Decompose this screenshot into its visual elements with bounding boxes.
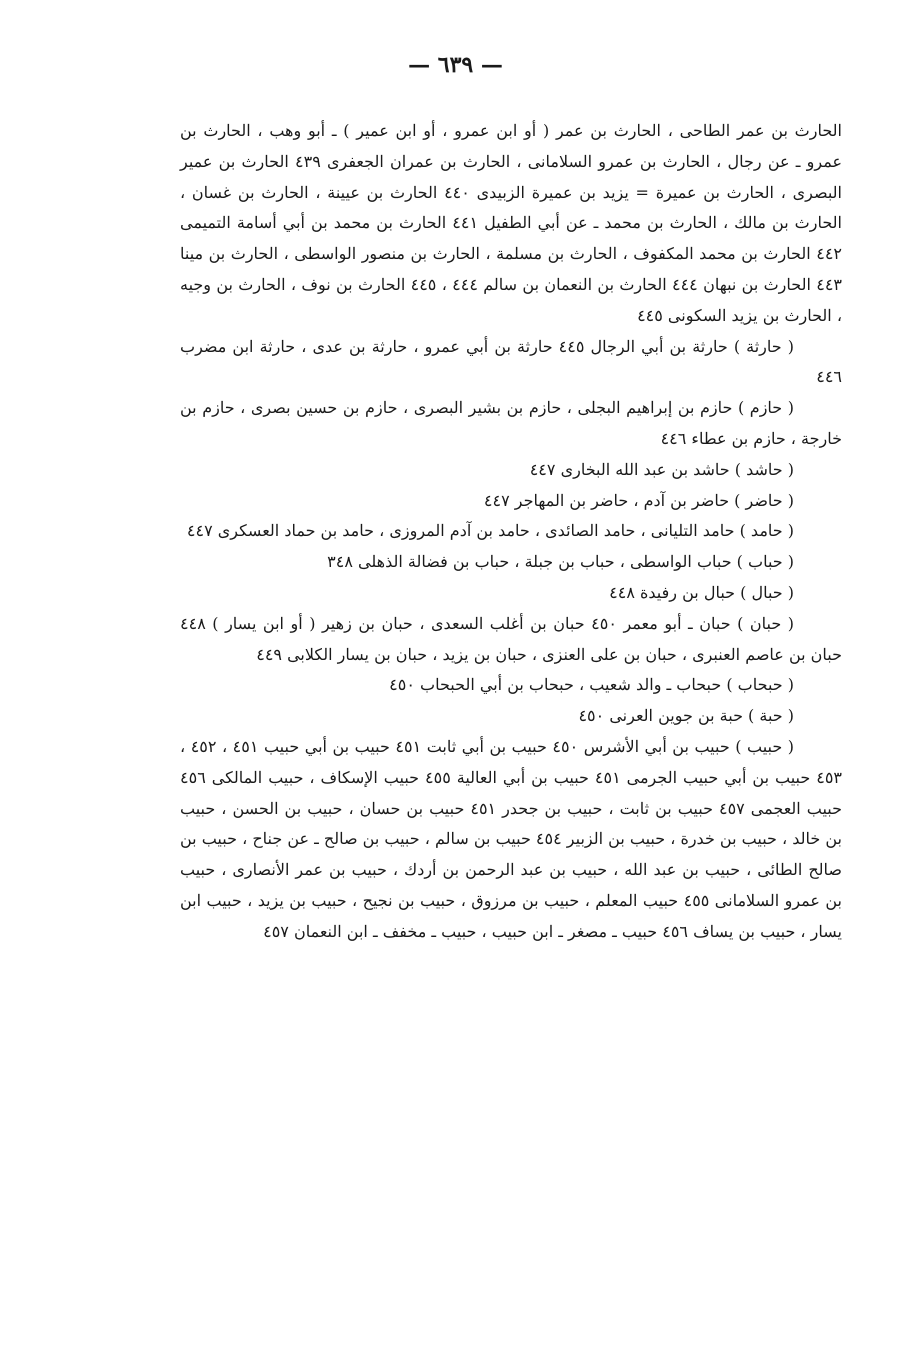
index-text-block xyxy=(180,116,842,948)
index-entry-habba: ( حبة ) حبة بن جوين العرنى ٤٥٠ xyxy=(578,706,794,726)
index-entry-harith: الحارث بن عمر الطاحى ، الحارث بن عمر ( أو ابن عمرو ، أو ابن عمير ) ـ أبو وهب ، الحارث بن عمرو ـ عن رجال ، الحارث بن عمرو السلامانى ، الحارث بن عمران الجعفرى ٤٣٩ الحارث بن عمير البصرى ، الحارث بن عميرة = يزيد بن عميرة الزبيدى ٤٤٠ الحارث بن عيينة ، الحارث بن غسان ، الحارث بن مالك ، الحارث بن محمد ـ عن أبي الطفيل ٤٤١ الحارث بن محمد بن أبي أسامة التميمى ٤٤٢ الحارث بن محمد المكفوف ، الحارث بن مسلمة ، الحارث بن منصور الواسطى ، الحارث بن مينا ٤٤٣ الحارث بن نبهان ٤٤٤ الحارث بن النعمان بن سالم ٤٤٤ ، ٤٤٥ الحارث بن نوف ، الحارث بن وجيه ، الحارث بن يزيد السكونى ٤٤٥ xyxy=(180,121,843,325)
index-entry-hadir: ( حاضر ) حاضر بن آدم ، حاضر بن المهاجر ٤٤٧ xyxy=(483,490,794,510)
index-entry-hibban: ( حبان ) حبان ـ أبو معمر ٤٥٠ حبان بن أغلب السعدى ، حبان بن زهير ( أو ابن يسار ) ٤٤٨ حبان بن عاصم العنبرى ، حبان بن على العنزى ، حبان بن يزيد ، حبان بن يسار الكلابى ٤٤٩ xyxy=(180,613,842,664)
index-entry-hibal: ( حبال ) حبال بن رفيدة ٤٤٨ xyxy=(609,582,794,602)
index-entry-hamid: ( حامد ) حامد التليانى ، حامد الصائدى ، حامد بن آدم المروزى ، حامد بن حماد العسكرى ٤٤٧ xyxy=(186,521,794,541)
index-entry-hashid: ( حاشد ) حاشد بن عبد الله البخارى ٤٤٧ xyxy=(529,459,794,479)
index-entry-haritha: ( حارثة ) حارثة بن أبي الرجال ٤٤٥ حارثة بن أبي عمرو ، حارثة بن عدى ، حارثة ابن مضرب ٤٤٦ xyxy=(180,336,842,387)
index-entry-hazim: ( حازم ) حازم بن إبراهيم البجلى ، حازم بن بشير البصرى ، حازم بن حسين بصرى ، حازم بن خارجة ، حازم بن عطاء ٤٤٦ xyxy=(180,398,842,448)
index-entry-habib: ( حبيب ) حبيب بن أبي الأشرس ٤٥٠ حبيب بن أبي ثابت ٤٥١ حبيب بن أبي حبيب ٤٥١ ، ٤٥٢ ، ٤٥٣ حبيب بن أبي حبيب الجرمى ٤٥١ حبيب بن أبي العالية ٤٥٥ حبيب الإسكاف ، حبيب المالكى ٤٥٦ حبيب العجمى ٤٥٧ حبيب بن ثابت ، حبيب بن جحدر ٤٥١ حبيب بن حسان ، حبيب بن الحسن ، حبيب بن خالد ، حبيب بن خدرة ، حبيب بن الزبير ٤٥٤ حبيب بن سالم ، حبيب بن صالح ـ عن جناح ، حبيب بن صالح الطائى ، حبيب بن عبد الله ، حبيب بن عبد الرحمن بن أردك ، حبيب بن عمر الأنصارى ، حبيب بن عمرو السلامانى ٤٥٥ حبيب المعلم ، حبيب بن مرزوق ، حبيب بن نجيح ، حبيب بن يزيد ، حبيب ابن يسار ، حبيب بن يساف ٤٥٦ حبيب ـ مصغر ـ ابن حبيب ، حبيب ـ مخفف ـ ابن النعمان ٤٥٧ xyxy=(180,736,843,941)
index-entry-hubab: ( حباب ) حباب الواسطى ، حباب بن جبلة ، حباب بن فضالة الذهلى ٣٤٨ xyxy=(327,552,794,572)
index-entry-habhab: ( حبحاب ) حبحاب ـ والد شعيب ، حبحاب بن أبي الحبحاب ٤٥٠ xyxy=(389,675,794,695)
page-number: — ٦٣٩ — xyxy=(408,52,503,78)
